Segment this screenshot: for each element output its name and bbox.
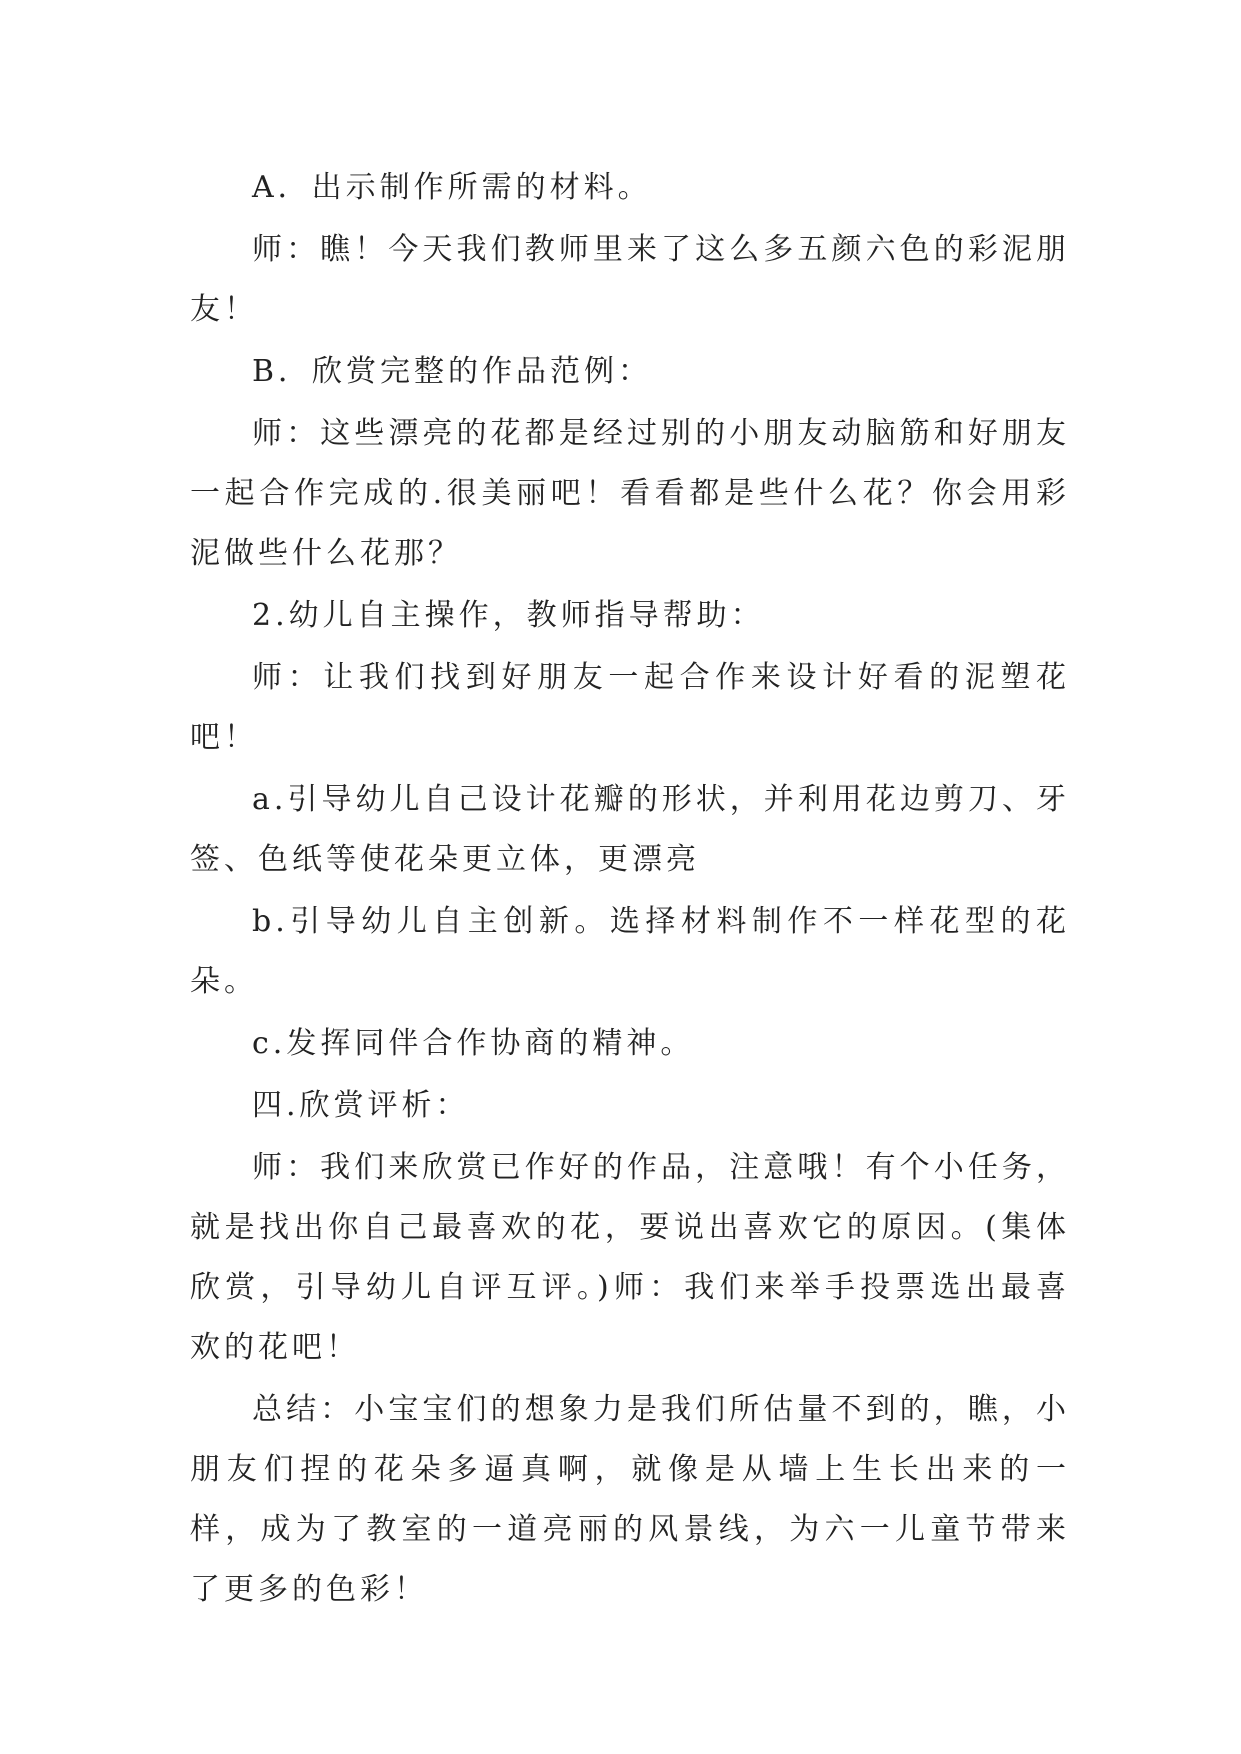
paragraph-section-4: 四.欣赏评析： — [252, 1088, 470, 1123]
paragraph-item-b: b.引导幼儿自主创新。选择材料制作不一样花型的花朵。 — [190, 904, 1070, 999]
paragraph-teacher-intro: 师：瞧！今天我们教师里来了这么多五颜六色的彩泥朋友！ — [190, 232, 1070, 327]
paragraph-teacher-examples: 师：这些漂亮的花都是经过别的小朋友动脑筋和好朋友一起合作完成的.很美丽吧！看看都是些什么花？你会用彩泥做些什么花那？ — [190, 416, 1070, 571]
paragraph-item-c: c.发挥同伴合作协商的精神。 — [252, 1026, 695, 1061]
paragraph-step-b: B．欣赏完整的作品范例： — [252, 354, 653, 389]
paragraph-step-a: A．出示制作所需的材料。 — [252, 170, 652, 205]
document-body — [190, 158, 1070, 1622]
paragraph-section-2: 2.幼儿自主操作，教师指导帮助： — [252, 598, 765, 633]
paragraph-summary: 总结：小宝宝们的想象力是我们所估量不到的，瞧，小朋友们捏的花朵多逼真啊，就像是从墙上生长出来的一样，成为了教室的一道亮丽的风景线，为六一儿童节带来了更多的色彩！ — [190, 1392, 1070, 1607]
paragraph-teacher-cooperate: 师：让我们找到好朋友一起合作来设计好看的泥塑花吧！ — [190, 660, 1070, 755]
paragraph-item-a: a.引导幼儿自己设计花瓣的形状，并利用花边剪刀、牙签、色纸等使花朵更立体，更漂亮 — [190, 782, 1070, 877]
paragraph-teacher-appreciate: 师：我们来欣赏已作好的作品，注意哦！有个小任务，就是找出你自己最喜欢的花，要说出喜欢它的原因。(集体欣赏，引导幼儿自评互评。)师：我们来举手投票选出最喜欢的花吧！ — [190, 1150, 1070, 1365]
